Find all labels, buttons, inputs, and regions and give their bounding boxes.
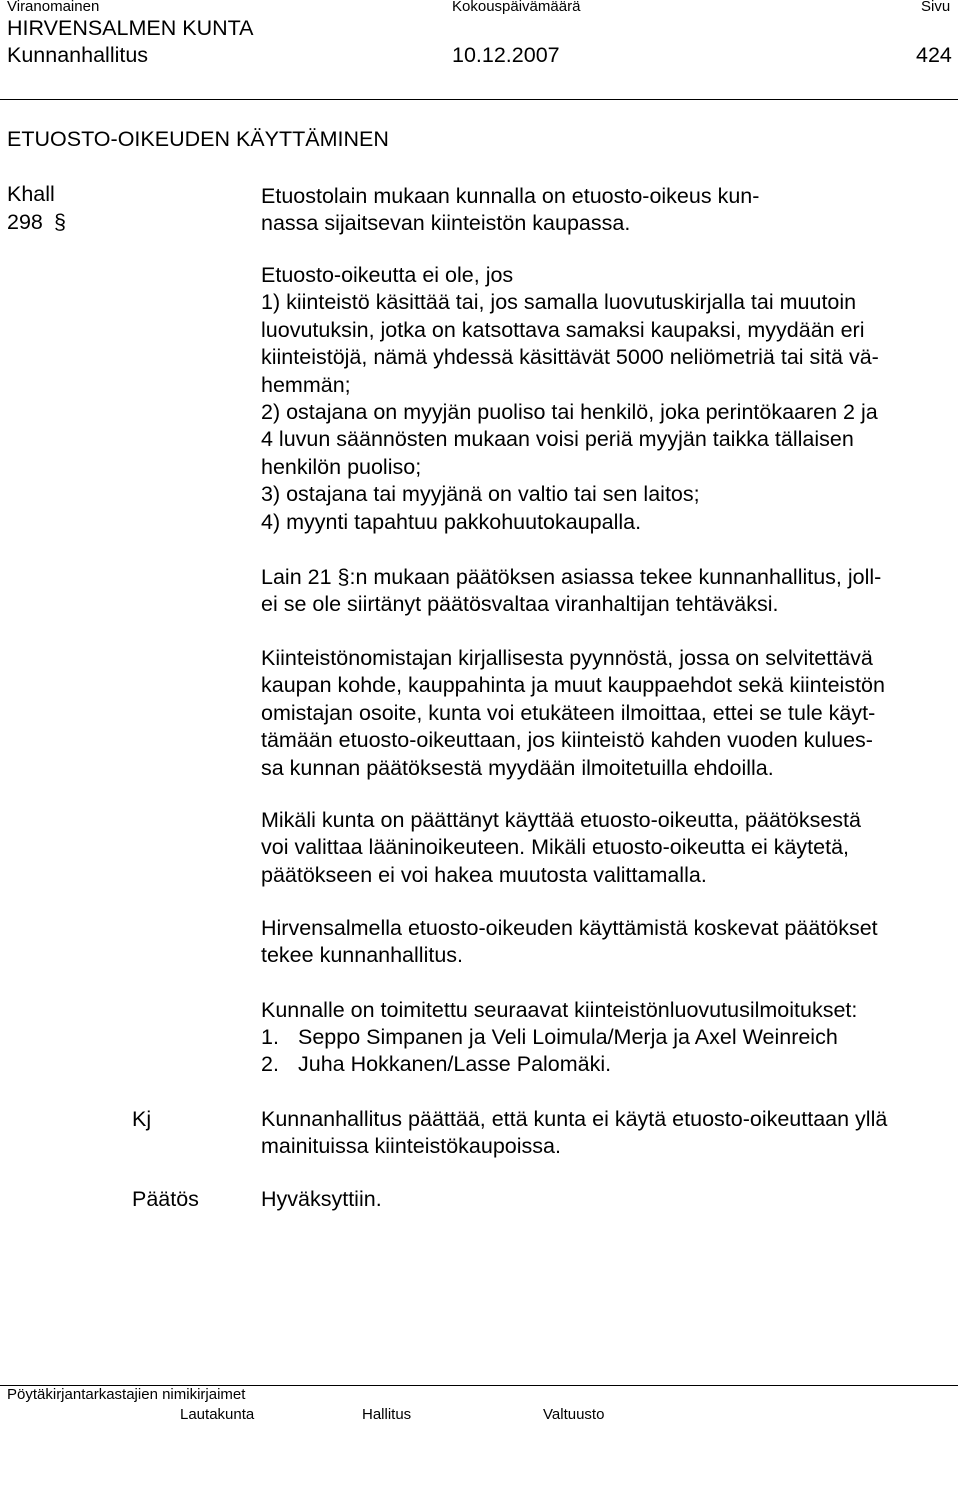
footer-signature-label: Pöytäkirjantarkastajien nimikirjaimet (7, 1386, 246, 1403)
text-line: Kunnanhallitus päättää, että kunta ei käytä etuosto-oikeuttaan yllä (261, 1107, 888, 1131)
text-line: Lain 21 §:n mukaan päätöksen asiassa tekee kunnanhallitus, joll- (261, 565, 882, 589)
header-label-authority: Viranomainen (7, 0, 100, 15)
header-label-page: Sivu (921, 0, 951, 15)
header-body: Kunnanhallitus (7, 43, 149, 67)
text-line: päätökseen ei voi hakea muutosta valittamalla. (261, 862, 707, 887)
text-line: omistajan osoite, kunta voi etukäteen ilmoittaa, ettei se tule käyt- (261, 700, 876, 725)
text-line: voi valittaa lääninoikeuteen. Mikäli etuosto-oikeutta ei käytetä, (261, 835, 850, 860)
reference-number: 298 (7, 210, 43, 234)
text-line: 4 luvun säännösten mukaan voisi periä myyjän taikka tällaisen (261, 427, 854, 452)
text-line: Hirvensalmella etuosto-oikeuden käyttämistä koskevat päätökset (261, 916, 878, 940)
text-line: Etuosto-oikeutta ei ole, jos (261, 263, 514, 287)
text-line: nassa sijaitsevan kiinteistön kaupassa. (261, 211, 631, 236)
list-item-number: 1. (261, 1025, 279, 1049)
footer-council-label: Valtuusto (543, 1406, 605, 1423)
decision-label: Päätös (132, 1187, 199, 1211)
notifications-list (261, 1024, 838, 1079)
header-organization: HIRVENSALMEN KUNTA (7, 16, 254, 40)
header-divider (0, 99, 958, 100)
text-line: Mikäli kunta on päättänyt käyttää etuosto-oikeutta, päätöksestä (261, 808, 861, 832)
text-line: 1) kiinteistö käsittää tai, jos samalla luovutuskirjalla tai muutoin (261, 290, 857, 315)
footer-committee-label: Lautakunta (180, 1406, 255, 1423)
paragraph-appeal (261, 807, 861, 889)
decision-text: Hyväksyttiin. (261, 1187, 382, 1211)
header-meeting-date: 10.12.2007 (452, 43, 560, 67)
text-line: kaupan kohde, kauppahinta ja muut kauppaehdot sekä kiinteistön (261, 673, 885, 698)
text-line: tekee kunnanhallitus. (261, 943, 464, 968)
paragraph-owner-request (261, 645, 885, 782)
text-line: mainituissa kiinteistökaupoissa. (261, 1134, 561, 1159)
text-line: tämään etuosto-oikeuttaan, jos kiinteistö kahden vuoden kulues- (261, 728, 873, 753)
paragraph-law-21 (261, 564, 881, 619)
text-line: Kiinteistönomistajan kirjallisesta pyynnöstä, jossa on selvitettävä (261, 646, 873, 670)
text-line: hemmän; (261, 372, 351, 397)
section-sign: § (54, 210, 66, 234)
list-item (261, 1024, 838, 1051)
reference-body: Khall (7, 182, 55, 206)
paragraph-notifications-intro (261, 997, 857, 1024)
header-label-meeting-date: Kokouspäivämäärä (452, 0, 581, 15)
list-item-text: Seppo Simpanen ja Veli Loimula/Merja ja Axel Weinreich (298, 1025, 838, 1049)
section-title: ETUOSTO-OIKEUDEN KÄYTTÄMINEN (7, 127, 389, 151)
list-item-number: 2. (261, 1052, 279, 1077)
paragraph-intro (261, 183, 759, 238)
paragraph-authority (261, 915, 878, 970)
text-line: sa kunnan päätöksestä myydään ilmoitetuilla ehdoilla. (261, 755, 774, 780)
text-line: ei se ole siirtänyt päätösvaltaa viranhaltijan tehtäväksi. (261, 592, 779, 617)
list-item (261, 1051, 838, 1078)
footer-board-label: Hallitus (362, 1406, 412, 1423)
paragraph-exceptions (261, 262, 879, 536)
text-line: 2) ostajana on myyjän puoliso tai henkilö, joka perintökaaren 2 ja (261, 400, 878, 425)
proposal-label: Kj (132, 1107, 152, 1131)
text-line: kiinteistöjä, nämä yhdessä käsittävät 5000 neliömetriä tai sitä vä- (261, 345, 879, 370)
text-line: luovutuksin, jotka on katsottava samaksi kaupaksi, myydään eri (261, 317, 865, 342)
header-page-number: 424 (916, 43, 952, 67)
text-line: Etuostolain mukaan kunnalla on etuosto-oikeus kun- (261, 184, 760, 208)
proposal-text (261, 1106, 887, 1161)
text-line: 3) ostajana tai myyjänä on valtio tai sen laitos; (261, 482, 700, 507)
text-line: Kunnalle on toimitettu seuraavat kiinteistönluovutusilmoitukset: (261, 998, 858, 1022)
text-line: 4) myynti tapahtuu pakkohuutokaupalla. (261, 509, 642, 534)
text-line: henkilön puoliso; (261, 454, 422, 479)
list-item-text: Juha Hokkanen/Lasse Palomäki. (298, 1052, 612, 1077)
